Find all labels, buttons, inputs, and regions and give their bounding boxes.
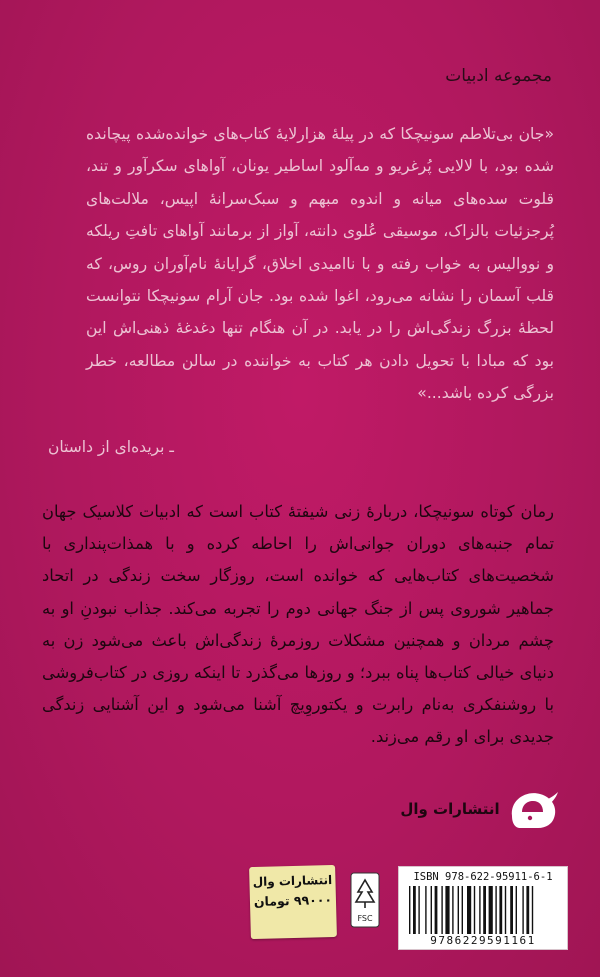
excerpt-source: ـ بریده‌ای از داستان — [48, 438, 174, 456]
sticker-publisher: انتشارات وال — [252, 872, 333, 890]
series-label: مجموعه ادبیات — [445, 66, 552, 86]
sticker-price: ۹۹۰۰۰ تومان — [253, 891, 333, 910]
publisher-name: انتشارات وال — [400, 800, 500, 818]
book-description: رمان کوتاه سونیچکا، دربارهٔ زنی شیفتهٔ کتاب است که ادبیات کلاسیک جهان تمام جنبه‌های دوران جوانی‌اش را احاطه کرده و با همذات‌پنداری با شخصیت‌های کتاب‌هایی که خوانده است، روزگار سخت زندگی در اتحاد جماهیر شوروی پس از جنگ جهانی دوم را تجربه می‌کند. جذاب نبودنِ او به چشم مردان و همچنین مشکلات روزمرهٔ زندگی‌اش باعث می‌شود زن به دنیای خیالی کتاب‌ها پناه ببرد؛ و روزها می‌گذرد تا اینکه روزی در کتاب‌فروشی با روشنفکری به‌نام رابرت و یکتوروِیچ آشنا می‌شود و این آشنایی زندگی جدیدی برای او رقم می‌زند. — [42, 502, 554, 747]
isbn-number: ISBN 978-622-95911-6-1 — [413, 871, 553, 883]
price-sticker — [249, 865, 337, 939]
barcode-bars-icon — [407, 886, 559, 934]
publisher-block — [400, 786, 560, 832]
isbn-barcode — [398, 866, 568, 950]
barcode-digits: 9786229591161 — [430, 934, 536, 947]
fsc-label: FSC — [357, 914, 373, 923]
whale-logo-icon — [508, 786, 560, 832]
fsc-logo-icon — [350, 872, 380, 928]
book-excerpt-quote: «جان بی‌تلاطم سونیچکا که در پیلهٔ هزارلایهٔ کتاب‌های خوانده‌شده پیچانده شده بود، با لالایی پُرغریو و مه‌آلود اساطیر یونان، آواهای سکرآور و تند، قلوت سده‌های میانه و اندوه مبهم و سبک‌سرانهٔ اپیس، ملالت‌های پُرجزئیات بالزاک، موسیقی عُلوی دانته، آواز از برمانند آواهای تافتِ ریلکه و نووالیس به خواب رفته و با ناامیدی اخلاق، گرایانهٔ نام‌آوران روس، که قلب آسمان را نشانه می‌رود، اغوا شده بود. جان آرام سونیچکا نتوانست لحظهٔ بزرگ زندگی‌اش را در یابد. در آن هنگام تنها دغدغهٔ ذهنی‌اش این بود که مبادا با تحویل دادن هر کتاب به خواننده در سالن مطالعه، خطر بزرگی کرده باشد...» — [86, 125, 554, 403]
